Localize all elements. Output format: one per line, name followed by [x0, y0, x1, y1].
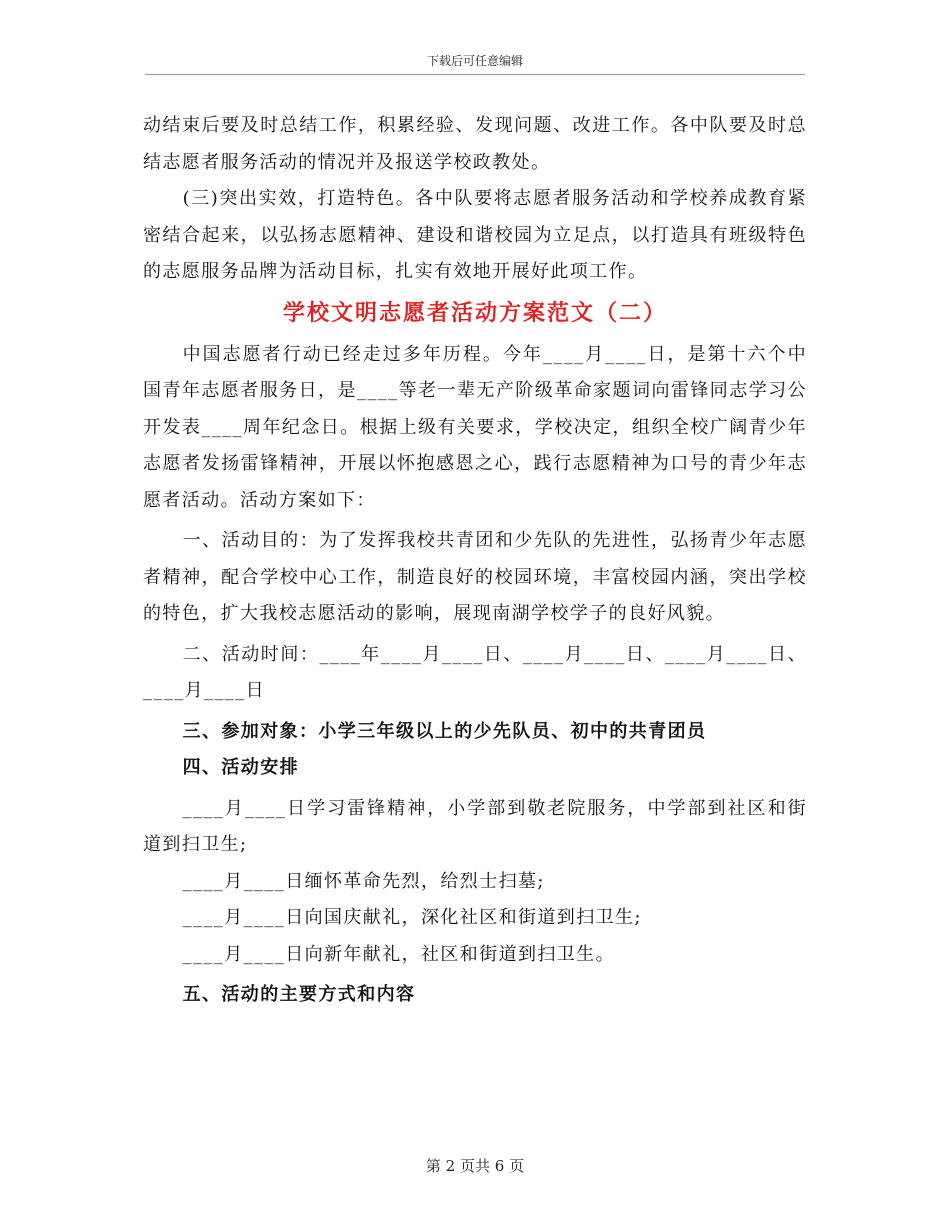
paragraph-time: 二、活动时间：____年____月____日、____月____日、____月____日、____月____日 — [143, 643, 807, 701]
arrangement-item: ____月____日缅怀革命先烈，给烈士扫墓; — [182, 870, 545, 892]
paragraph-participants: 三、参加对象：小学三年级以上的少先队员、初中的共青团员 — [182, 720, 707, 742]
header-divider — [145, 74, 805, 75]
page-footer: 第 2 页共 6 页 — [425, 1157, 525, 1175]
paragraph-purpose: 一、活动目的：为了发挥我校共青团和少先队的先进性，弘扬青少年志愿者精神，配合学校中心工作，制造良好的校园环境，丰富校园内涵，突出学校的特色，扩大我校志愿活动的影响，展现南湖学校学子的良好风貌。 — [143, 530, 807, 624]
heading-arrangement: 四、活动安排 — [182, 757, 299, 778]
arrangement-item: ____月____日向新年献礼，社区和街道到扫卫生。 — [182, 943, 615, 965]
paragraph-continuation: 动结束后要及时总结工作，积累经验、发现问题、改进工作。各中队要及时总结志愿者服务活动的情况并及报送学校政教处。 — [143, 115, 807, 173]
paragraph-intro: 中国志愿者行动已经走过多年历程。今年____月____日，是第十六个中国青年志愿者服务日，是____等老一辈无产阶级革命家题词向雷锋同志学习公开发表____周年纪念日。根据上级有关要求，学校决定，组织全校广阔青少年志愿者发扬雷锋精神，开展以怀抱感恩之心，践行志愿精神为口号的青少年志愿者活动。活动方案如下： — [143, 343, 807, 511]
arrangement-item: ____月____日向国庆献礼，深化社区和街道到扫卫生; — [182, 907, 642, 928]
arrangement-item: ____月____日学习雷锋精神，小学部到敬老院服务，中学部到社区和街道到扫卫生; — [143, 797, 807, 855]
heading-methods: 五、活动的主要方式和内容 — [182, 984, 416, 1005]
paragraph-point-three: (三)突出实效，打造特色。各中队要将志愿者服务活动和学校养成教育紧密结合起来，以弘扬志愿精神、建设和谐校园为立足点，以打造具有班级特色的志愿服务品牌为活动目标，扎实有效地开展好此项工作。 — [143, 188, 807, 282]
document-body — [143, 108, 807, 1014]
section-title: 学校文明志愿者活动方案范文（二） — [282, 299, 667, 326]
page-header: 下载后可任意编辑 — [426, 54, 523, 68]
